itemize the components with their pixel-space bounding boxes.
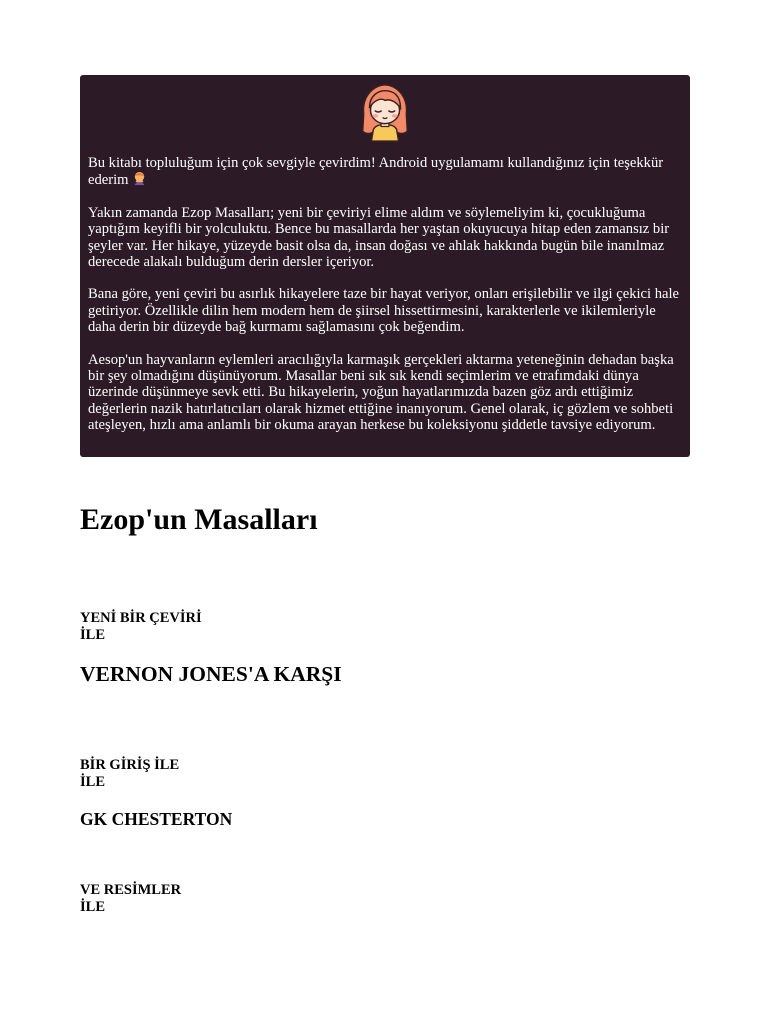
translator-name: VERNON JONES'A KARŞI <box>80 662 342 686</box>
note-paragraph: Yakın zamanda Ezop Masalları; yeni bir çeviriyi elime aldım ve söylemeliyim ki, çocukluğuma yaptığım keyifli bir yolculuktu. Bence bu masallarda her yaştan okuyucuya hitap eden zamansız bir şeyler var. Her hikaye, yüzeyde basit olsa da, insan doğası ve ahlak hakkında bugün bile inanılmaz derecede alakalı bulduğum derin dersler içeriyor. <box>88 204 670 271</box>
book-title: Ezop'un Masalları <box>80 503 318 536</box>
girl-avatar-icon <box>354 81 416 143</box>
translator-note-box <box>80 75 690 457</box>
translation-label: YENİ BİR ÇEVİRİ İLE <box>80 610 202 643</box>
introduction-author: GK CHESTERTON <box>80 809 233 829</box>
note-paragraph: Bu kitabı topluluğum için çok sevgiyle çevirdim! Android uygulamamı kullandığınız için teşekkür ederim <box>88 155 664 189</box>
illustrations-label: VE RESİMLER İLE <box>80 882 182 915</box>
note-paragraph: Aesop'un hayvanların eylemleri aracılığıyla karmaşık gerçekleri aktarma yeteneğinin dehadan başka bir şey olmadığını düşünüyorum. Masallar beni sık sık kendi seçimlerim ve etrafımdaki dünya üzerinde düşünmeye sevk etti. Bu hikayelerin, yoğun hayatlarımızda bazen göz ardı ettiğimiz değerlerin nazik hatırlatıcıları olarak hizmet ettiğine inanıyorum. Genel olarak, iç gözlem ve sohbeti ateşleyen, hızlı ama anlamlı bir okuma arayan herkese bu koleksiyonu şiddetle tavsiye ediyorum. <box>88 351 674 434</box>
note-paragraph: Bana göre, yeni çeviri bu asırlık hikayelere taze bir hayat veriyor, onları erişilebilir ve ilgi çekici hale getiriyor. Özellikle dilin hem modern hem de şiirsel hissettirmesini, karakterlerle ve ikilemleriyle daha derin bir düzeyde bağ kurmamı sağlamasını çok beğendim. <box>88 286 680 336</box>
woman-bowing-emoji-icon <box>132 171 147 186</box>
introduction-label: BİR GİRİŞ İLE İLE <box>80 757 180 790</box>
